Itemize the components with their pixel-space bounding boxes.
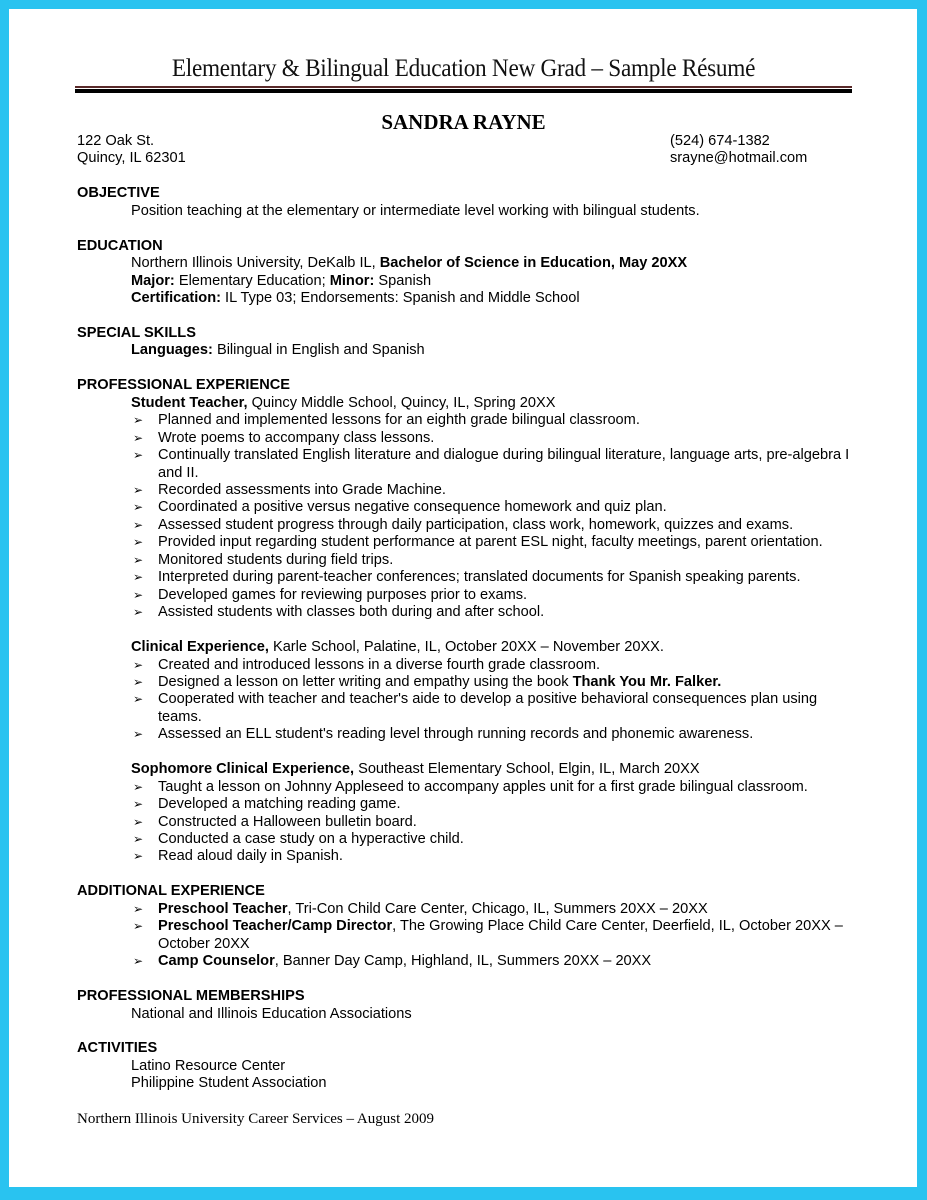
text: Quincy Middle School, Quincy, IL, Spring 20XX bbox=[247, 394, 556, 411]
bullet-item bbox=[77, 412, 857, 429]
text: Taught a lesson on Johnny Appleseed to accompany apples unit for a first grade bilingual classroom. bbox=[158, 778, 808, 795]
section-block bbox=[77, 1058, 857, 1093]
text: National and Illinois Education Associations bbox=[131, 1005, 412, 1022]
bold-text: Camp Counselor bbox=[158, 953, 275, 970]
bullet-item bbox=[77, 848, 857, 865]
bullet-item bbox=[77, 831, 857, 848]
text: Monitored students during field trips. bbox=[158, 551, 394, 568]
sections bbox=[77, 185, 857, 1092]
text-line bbox=[77, 639, 857, 656]
text: Position teaching at the elementary or intermediate level working with bilingual students. bbox=[131, 202, 700, 219]
section-heading: PROFESSIONAL EXPERIENCE bbox=[77, 377, 291, 394]
text-line bbox=[77, 290, 857, 307]
bullet-arrow-icon: ➢ bbox=[133, 483, 144, 497]
title-rule-thick bbox=[75, 89, 852, 93]
section-heading: ACTIVITIES bbox=[77, 1040, 158, 1057]
footer: Northern Illinois University Career Services – August 2009 bbox=[77, 1111, 435, 1127]
bullet-item bbox=[77, 814, 857, 831]
section-heading: EDUCATION bbox=[77, 237, 163, 254]
text: Spanish bbox=[374, 272, 432, 289]
section-block bbox=[77, 639, 857, 744]
text: , Banner Day Camp, Highland, IL, Summers 20XX – 20XX bbox=[274, 953, 652, 970]
text-line bbox=[77, 203, 857, 220]
text: Created and introduced lessons in a diverse fourth grade classroom. bbox=[158, 656, 601, 673]
bullet-item bbox=[77, 604, 857, 621]
text-line bbox=[77, 761, 857, 778]
bullet-item bbox=[77, 587, 857, 604]
bold-text: Clinical Experience, bbox=[131, 639, 269, 656]
bullet-arrow-icon: ➢ bbox=[133, 448, 144, 463]
bullet-arrow-icon: ➢ bbox=[133, 919, 144, 934]
bullet-item bbox=[77, 674, 857, 691]
bold-text: Certification: bbox=[131, 290, 221, 307]
bullet-arrow-icon: ➢ bbox=[133, 500, 144, 515]
bullet-arrow-icon: ➢ bbox=[133, 657, 144, 672]
bullet-item bbox=[77, 691, 857, 726]
bold-text: Minor: bbox=[329, 272, 375, 289]
text: Wrote poems to accompany class lessons. bbox=[158, 429, 435, 446]
text: Assisted students with classes both during and after school. bbox=[158, 604, 545, 621]
section-block bbox=[77, 395, 857, 622]
bullet-arrow-icon: ➢ bbox=[133, 814, 144, 829]
text: IL Type 03; Endorsements: Spanish and Middle School bbox=[221, 290, 580, 307]
bullet-arrow-icon: ➢ bbox=[133, 954, 144, 969]
section-additional-experience bbox=[77, 883, 857, 970]
section-heading: OBJECTIVE bbox=[77, 185, 160, 202]
bold-text: Preschool Teacher/Camp Director bbox=[158, 918, 393, 935]
document-title: Elementary & Bilingual Education New Grad – Sample Résumé bbox=[171, 55, 756, 82]
text-line bbox=[77, 395, 857, 412]
candidate-name: SANDRA RAYNE bbox=[381, 110, 546, 134]
section-block bbox=[77, 203, 857, 220]
bullet-arrow-icon: ➢ bbox=[133, 797, 144, 812]
text-line bbox=[77, 273, 857, 290]
email-link[interactable]: srayne@hotmail.com bbox=[670, 150, 808, 167]
bullet-item bbox=[77, 901, 857, 918]
bullet-item bbox=[77, 918, 857, 953]
section-special-skills bbox=[77, 325, 857, 360]
address bbox=[77, 133, 186, 168]
bullet-arrow-icon: ➢ bbox=[133, 832, 144, 847]
section-professional-experience bbox=[77, 377, 857, 866]
bold-text: Preschool Teacher bbox=[158, 900, 288, 917]
title-rule-thin bbox=[75, 86, 852, 88]
bullet-arrow-icon: ➢ bbox=[133, 552, 144, 567]
bullet-arrow-icon: ➢ bbox=[133, 430, 144, 445]
text: Assessed an ELL student's reading level through running records and phonemic awareness. bbox=[158, 726, 754, 743]
section-block bbox=[77, 342, 857, 359]
bullet-item bbox=[77, 430, 857, 447]
text: , Tri-Con Child Care Center, Chicago, IL, Summers 20XX – 20XX bbox=[287, 900, 708, 917]
text: Interpreted during parent-teacher conferences; translated documents for Spanish speaking parents. bbox=[158, 569, 801, 586]
text: Karle School, Palatine, IL, October 20XX – November 20XX. bbox=[268, 639, 664, 656]
bullet-arrow-icon: ➢ bbox=[133, 674, 144, 689]
bullet-arrow-icon: ➢ bbox=[133, 605, 144, 620]
text: Planned and implemented lessons for an eighth grade bilingual classroom. bbox=[158, 412, 640, 429]
bullet-arrow-icon: ➢ bbox=[133, 849, 144, 864]
bullet-item bbox=[77, 447, 857, 482]
bullet-arrow-icon: ➢ bbox=[133, 517, 144, 532]
bold-text: Major: bbox=[131, 272, 175, 289]
bullet-arrow-icon: ➢ bbox=[133, 779, 144, 794]
bullet-arrow-icon: ➢ bbox=[133, 570, 144, 585]
text: Constructed a Halloween bulletin board. bbox=[158, 813, 417, 830]
bullet-item bbox=[77, 482, 857, 499]
bullet-arrow-icon: ➢ bbox=[133, 692, 144, 707]
text: Read aloud daily in Spanish. bbox=[158, 848, 343, 865]
contact-block bbox=[77, 133, 857, 168]
bullet-item bbox=[77, 517, 857, 534]
text: Southeast Elementary School, Elgin, IL, March 20XX bbox=[354, 761, 700, 778]
section-block bbox=[77, 761, 857, 866]
text: , The Growing Place Child Care Center, Deerfield, IL, October 20XX – October 20XX bbox=[158, 918, 843, 952]
section-activities bbox=[77, 1040, 857, 1092]
bullet-item bbox=[77, 726, 857, 743]
section-objective bbox=[77, 185, 857, 220]
bullet-item bbox=[77, 499, 857, 516]
phone: (524) 674-1382 bbox=[670, 133, 770, 149]
bullet-arrow-icon: ➢ bbox=[133, 587, 144, 602]
bold-text: Languages: bbox=[131, 342, 213, 359]
text: Coordinated a positive versus negative consequence homework and quiz plan. bbox=[158, 499, 667, 516]
text: Elementary Education; bbox=[174, 272, 330, 289]
text: Developed games for reviewing purposes prior to exams. bbox=[158, 586, 528, 603]
section-block bbox=[77, 255, 857, 307]
bullet-arrow-icon: ➢ bbox=[133, 535, 144, 550]
bold-text: Bachelor of Science in Education, May 20XX bbox=[379, 255, 688, 272]
bold-text: Student Teacher, bbox=[131, 394, 248, 411]
text-line bbox=[77, 1058, 857, 1075]
bullet-item bbox=[77, 657, 857, 674]
section-heading: PROFESSIONAL MEMBERSHIPS bbox=[77, 988, 305, 1005]
text: Northern Illinois University, DeKalb IL, bbox=[131, 255, 380, 272]
bullet-item bbox=[77, 534, 857, 551]
text: Designed a lesson on letter writing and empathy using the book bbox=[158, 673, 573, 690]
text: Continually translated English literature and dialogue during bilingual literature, language arts, pre-algebra I and II. bbox=[158, 447, 850, 481]
text: Latino Resource Center bbox=[131, 1057, 286, 1074]
bullet-item bbox=[77, 552, 857, 569]
bullet-arrow-icon: ➢ bbox=[133, 413, 144, 428]
bold-text: Sophomore Clinical Experience, bbox=[131, 761, 355, 778]
text: Developed a matching reading game. bbox=[158, 796, 401, 813]
text-line bbox=[77, 342, 857, 359]
bold-text: Thank You Mr. Falker. bbox=[572, 673, 722, 690]
text: Cooperated with teacher and teacher's aide to develop a positive behavioral consequences plan using teams. bbox=[158, 691, 818, 725]
bullet-item bbox=[77, 796, 857, 813]
section-block bbox=[77, 1006, 857, 1023]
bullet-arrow-icon: ➢ bbox=[133, 727, 144, 742]
address-line-2: Quincy, IL 62301 bbox=[77, 150, 186, 167]
address-line-1: 122 Oak St. bbox=[77, 133, 155, 149]
text-line bbox=[77, 255, 857, 272]
section-professional-memberships bbox=[77, 988, 857, 1023]
section-block bbox=[77, 901, 857, 971]
bullet-arrow-icon: ➢ bbox=[133, 901, 144, 916]
section-education bbox=[77, 238, 857, 308]
text: Conducted a case study on a hyperactive child. bbox=[158, 831, 464, 848]
text: Philippine Student Association bbox=[131, 1075, 327, 1092]
resume-body bbox=[77, 133, 857, 1093]
text: Provided input regarding student performance at parent ESL night, faculty meetings, parent orientation. bbox=[158, 534, 823, 551]
text-line bbox=[77, 1006, 857, 1023]
contact-info bbox=[670, 133, 857, 168]
section-heading: ADDITIONAL EXPERIENCE bbox=[77, 883, 265, 900]
text-line bbox=[77, 1075, 857, 1092]
bullet-item bbox=[77, 569, 857, 586]
text: Bilingual in English and Spanish bbox=[212, 342, 425, 359]
text: Assessed student progress through daily participation, class work, homework, quizzes and exams. bbox=[158, 516, 794, 533]
text: Recorded assessments into Grade Machine. bbox=[158, 482, 446, 498]
bullet-item bbox=[77, 779, 857, 796]
section-heading: SPECIAL SKILLS bbox=[77, 324, 196, 341]
bullet-item bbox=[77, 953, 857, 970]
